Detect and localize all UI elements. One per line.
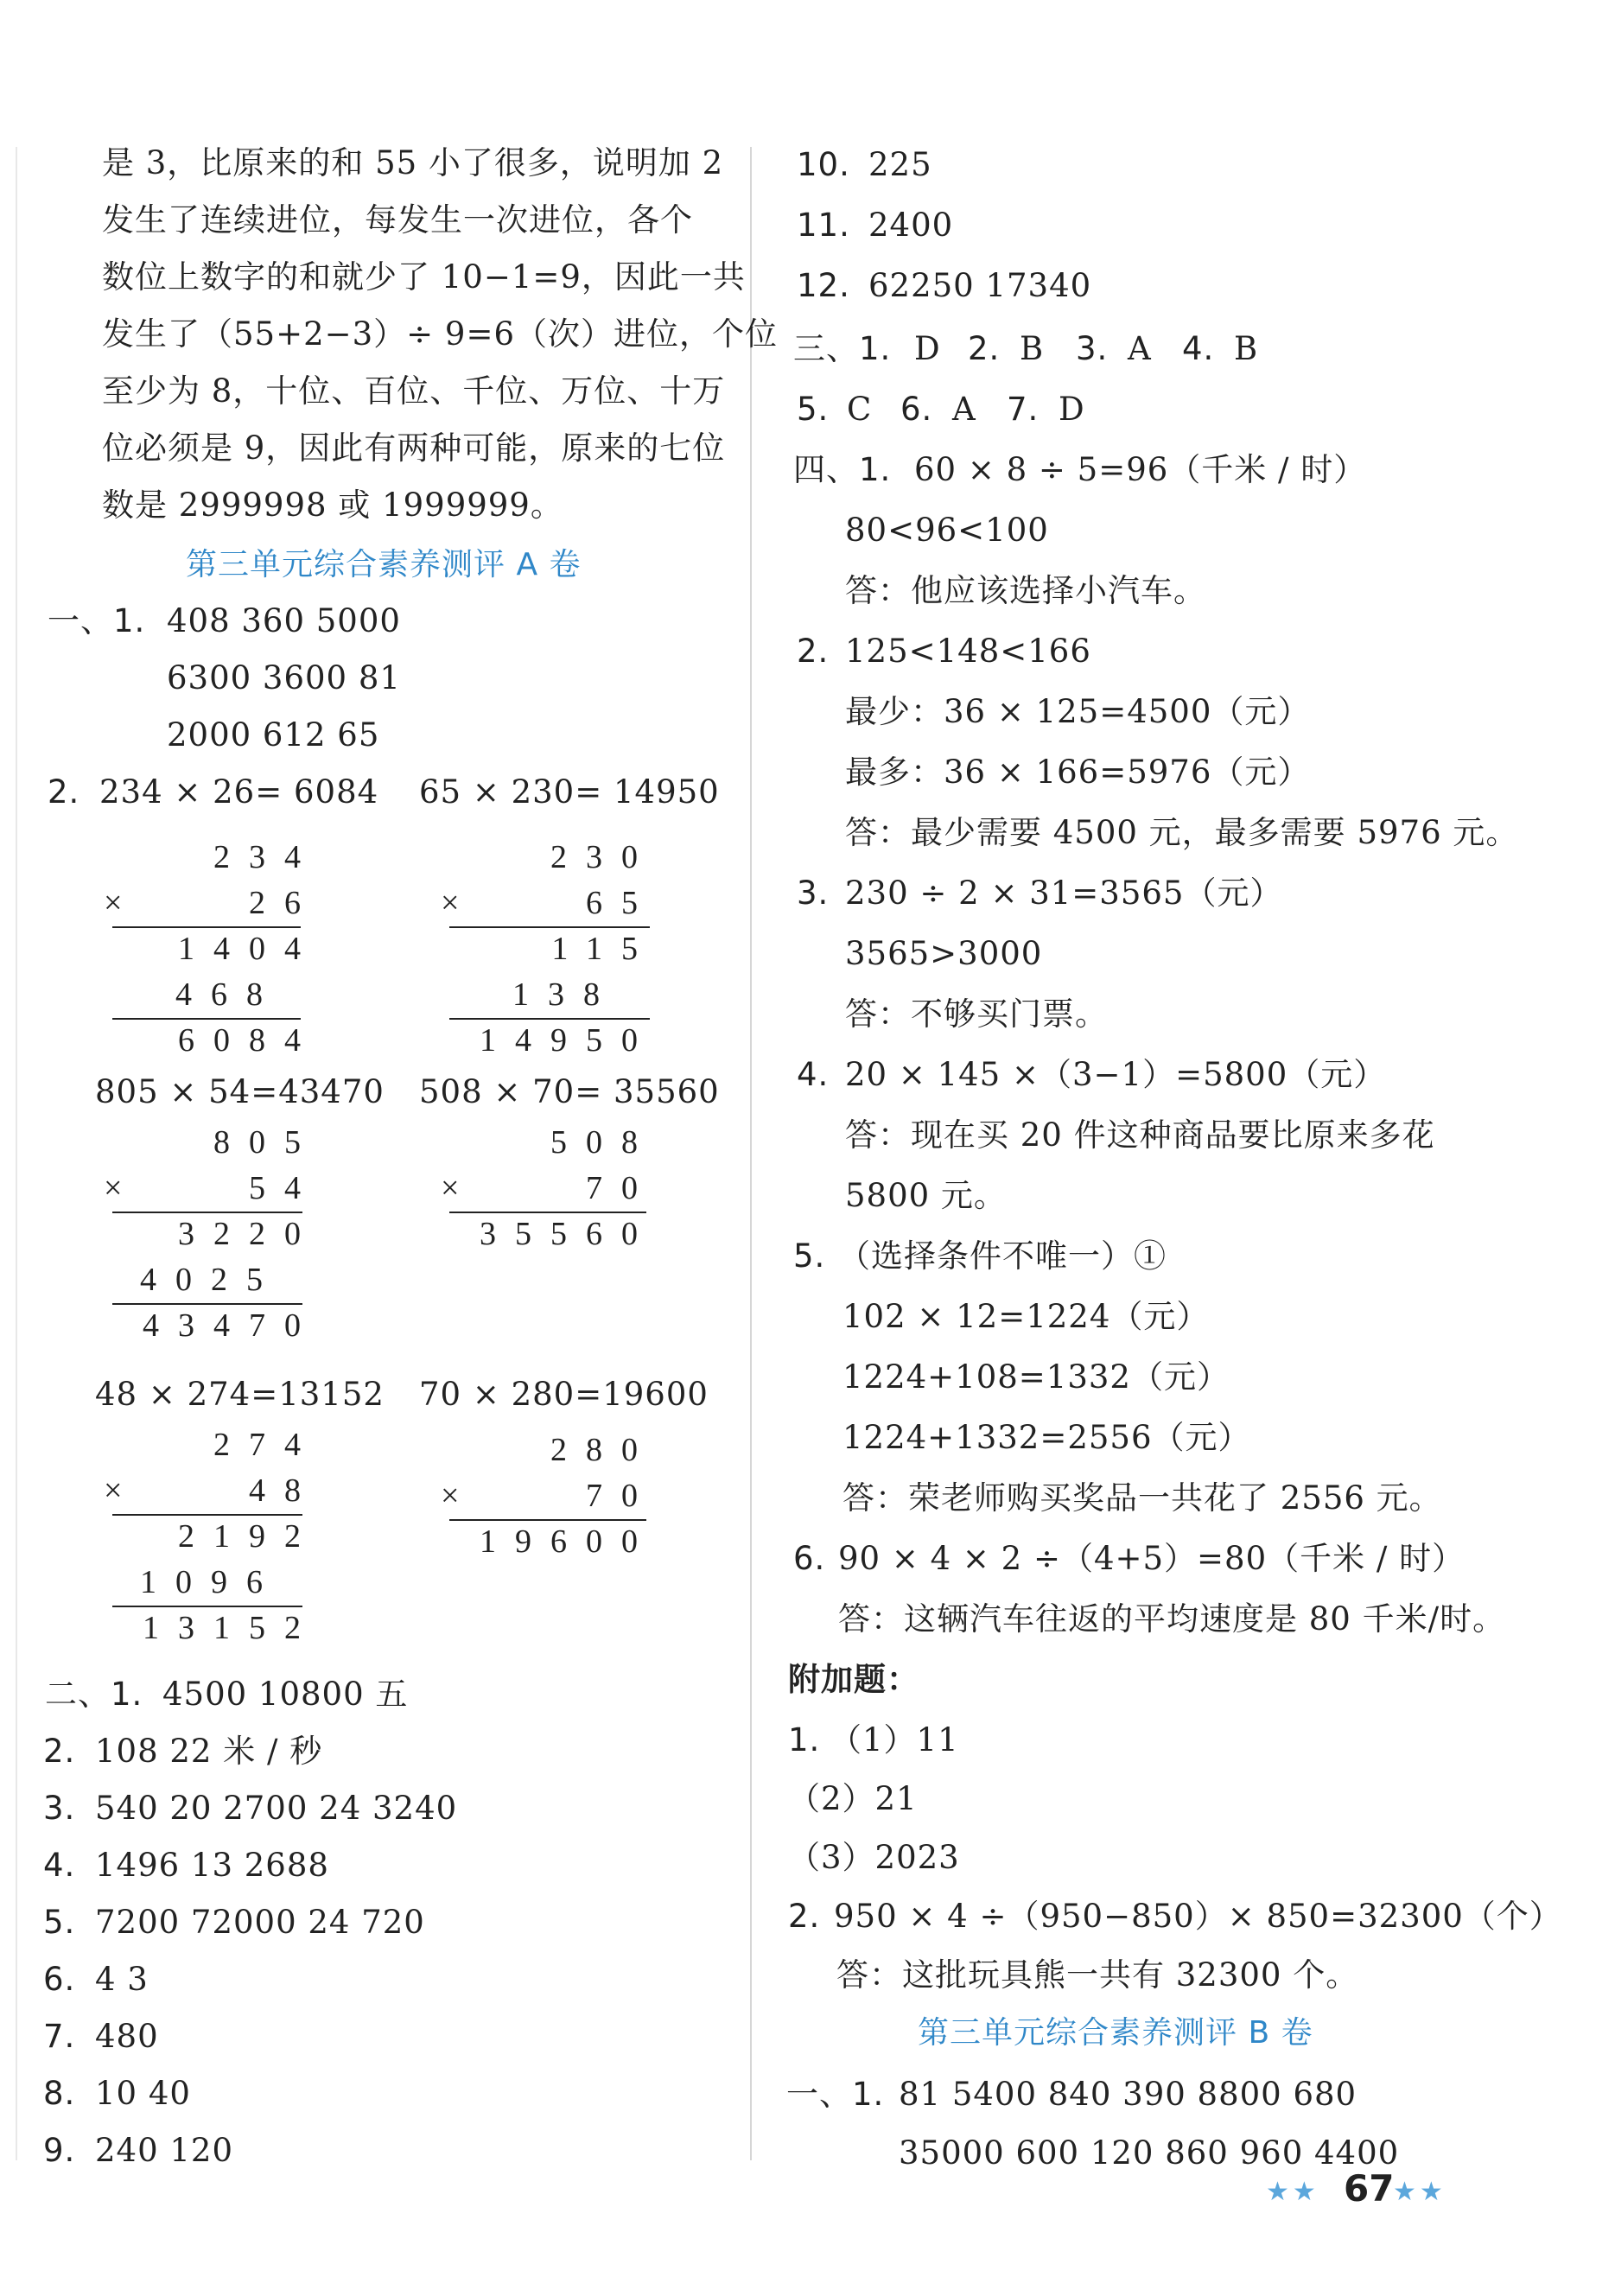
calc-row: 468	[175, 976, 282, 1013]
paragraph-line: 数位上数字的和就少了 10−1=9，因此一共	[102, 258, 746, 296]
calc-row: 138	[512, 976, 619, 1013]
answer-line: 35000 600 120 860 960 4400	[899, 2134, 1400, 2172]
equation: 48 × 274=13152	[95, 1376, 385, 1413]
answer-line: 125<148<166	[845, 633, 1091, 670]
calc-row: 13152	[143, 1610, 320, 1646]
question-number: 9.	[43, 2132, 76, 2169]
question-number: 7.	[1007, 391, 1040, 428]
answer-statement: 答：最少需要 4500 元，最多需要 5976 元。	[845, 814, 1519, 851]
times-sign: ×	[104, 1472, 123, 1509]
calc-rule	[449, 1212, 646, 1213]
question-number: 6.	[793, 1540, 826, 1577]
calc-row: 54	[249, 1170, 320, 1206]
question-number: 5.	[43, 1904, 76, 1941]
calc-rule	[449, 1018, 650, 1020]
question-number: 6.	[43, 1961, 76, 1998]
answer-line: 950 × 4 ÷（950−850）× 850=32300（个）	[834, 1898, 1562, 1935]
paragraph-line: 发生了连续进位，每发生一次进位，各个	[102, 201, 693, 239]
answer: B	[1234, 330, 1259, 367]
question-number: 4.	[1182, 330, 1215, 367]
paragraph-line: 是 3，比原来的和 55 小了很多，说明加 2	[102, 144, 724, 181]
column-divider	[750, 147, 752, 2160]
calc-row: 805	[213, 1124, 320, 1161]
page-number: 67	[1344, 2167, 1395, 2210]
calc-row: 26	[249, 885, 320, 921]
answer-line: 2000 612 65	[167, 716, 380, 754]
answer-line: 10 40	[95, 2075, 191, 2112]
calc-row: 3220	[178, 1216, 320, 1252]
answer-line: 230 ÷ 2 × 31=3565（元）	[845, 875, 1283, 912]
answer-line: 6300 3600 81	[167, 659, 401, 696]
question-number: 6.	[900, 391, 933, 428]
calc-row: 280	[550, 1432, 657, 1468]
section-heading-b: 第三单元综合素养测评 B 卷	[918, 2015, 1313, 2051]
star-icon: ★★	[1266, 2177, 1319, 2207]
question-number: 8.	[43, 2075, 76, 2112]
question-number: 10.	[797, 146, 850, 183]
answer-line: 62250 17340	[868, 267, 1092, 304]
answer-line: 1496 13 2688	[95, 1847, 329, 1884]
answer-line: 108 22 米 / 秒	[95, 1733, 323, 1770]
calc-row: 48	[249, 1472, 320, 1509]
equation: 234 × 26= 6084	[99, 773, 379, 811]
answer-statement: 答：这批玩具熊一共有 32300 个。	[836, 1956, 1359, 1994]
calc-row: 1404	[178, 931, 320, 967]
section-marker: 一、1.	[48, 602, 146, 639]
calc-rule	[449, 926, 650, 928]
calc-row: 2192	[178, 1518, 320, 1555]
calc-row: 14950	[480, 1022, 657, 1059]
star-icon: ★★	[1393, 2177, 1447, 2207]
question-number: 4.	[797, 1056, 830, 1093]
question-number: 2.	[797, 633, 830, 670]
extra-questions-title: 附加题：	[788, 1661, 919, 1698]
answer-line: （1）11	[830, 1721, 959, 1759]
answer-statement: 答：他应该选择小汽车。	[845, 572, 1206, 609]
calc-row: 6084	[178, 1022, 320, 1059]
paragraph-line: 数是 2999998 或 1999999。	[102, 487, 563, 524]
answer-line: 80<96<100	[845, 512, 1049, 549]
calc-rule	[112, 1303, 302, 1305]
section-heading-a: 第三单元综合素养测评 A 卷	[186, 547, 582, 582]
page-edge-line	[16, 147, 17, 2160]
answer-statement: 答：荣老师购买奖品一共花了 2556 元。	[842, 1479, 1442, 1517]
answer-statement: 答：不够买门票。	[845, 995, 1108, 1033]
question-number: 5.	[793, 1237, 826, 1275]
question-number: 3.	[1076, 330, 1109, 367]
answer-line: 1224+108=1332（元）	[842, 1358, 1230, 1396]
paragraph-line: 发生了（55+2−3）÷ 9=6（次）进位，个位	[102, 315, 779, 353]
equation: 70 × 280=19600	[419, 1376, 709, 1413]
calc-row: 35560	[480, 1216, 657, 1252]
section-marker: 二、1.	[45, 1676, 143, 1713]
vertical-calculation	[432, 1124, 657, 1252]
answer-line: 最少：36 × 125=4500（元）	[845, 693, 1311, 730]
vertical-calculation	[95, 1124, 320, 1344]
section-marker: 三、1.	[793, 330, 892, 367]
paragraph-line: 位必须是 9，因此有两种可能，原来的七位	[102, 429, 726, 467]
answer-line: 1224+1332=2556（元）	[842, 1419, 1251, 1456]
times-sign: ×	[104, 885, 123, 921]
calc-rule	[112, 1212, 302, 1213]
answer-line: 7200 72000 24 720	[95, 1904, 425, 1941]
answer-line: 20 × 145 ×（3−1）=5800（元）	[845, 1056, 1387, 1093]
section-marker: 一、1.	[786, 2076, 885, 2113]
answer: A	[952, 391, 976, 428]
equation: 65 × 230= 14950	[419, 773, 720, 811]
vertical-calculation	[95, 839, 320, 1059]
calc-rule	[449, 1519, 646, 1521]
calc-row: 19600	[480, 1523, 657, 1560]
equation: 508 × 70= 35560	[419, 1073, 720, 1110]
answer-line: 4 3	[95, 1961, 149, 1998]
calc-row: 70	[586, 1170, 657, 1206]
calc-rule	[112, 1514, 302, 1516]
answer-line: 3565>3000	[845, 935, 1043, 972]
times-sign: ×	[441, 1170, 460, 1206]
calc-row: 230	[550, 839, 657, 875]
answer-statement: 答：这辆汽车往返的平均速度是 80 千米/时。	[838, 1600, 1506, 1638]
question-number: 7.	[43, 2018, 76, 2055]
question-number: 2.	[788, 1898, 821, 1935]
calc-row: 65	[586, 885, 657, 921]
calc-rule	[112, 1606, 302, 1607]
answer-line: 4500 10800 五	[162, 1676, 409, 1713]
calc-row: 234	[213, 839, 320, 875]
answer-line: 最多：36 × 166=5976（元）	[845, 754, 1311, 791]
answer: A	[1128, 330, 1152, 367]
times-sign: ×	[104, 1170, 123, 1206]
calc-row: 508	[550, 1124, 657, 1161]
calc-row: 115	[551, 931, 657, 967]
answer: D	[1059, 391, 1085, 428]
answer-line: 240 120	[95, 2132, 234, 2169]
answer-line: 540 20 2700 24 3240	[95, 1790, 458, 1827]
question-number: 3.	[797, 875, 830, 912]
answer-line: 102 × 12=1224（元）	[842, 1298, 1210, 1335]
answer-line: 60 × 8 ÷ 5=96（千米 / 时）	[914, 451, 1367, 488]
equation: 805 × 54=43470	[95, 1073, 385, 1110]
answer-line: 2400	[868, 207, 954, 244]
answer-line: 90 × 4 × 2 ÷（4+5）=80（千米 / 时）	[838, 1540, 1466, 1577]
question-number: 5.	[797, 391, 830, 428]
times-sign: ×	[441, 885, 460, 921]
question-number: 2.	[48, 773, 80, 811]
answer-line: （2）21	[788, 1780, 918, 1817]
calc-row: 1096	[140, 1564, 282, 1600]
times-sign: ×	[441, 1478, 460, 1514]
answer-line: 81 5400 840 390 8800 680	[899, 2076, 1357, 2113]
answer-line: 480	[95, 2018, 159, 2055]
vertical-calculation	[432, 1432, 657, 1560]
question-number: 4.	[43, 1847, 76, 1884]
calc-row: 70	[586, 1478, 657, 1514]
paragraph-line: 至少为 8，十位、百位、千位、万位、十万	[102, 372, 726, 410]
calc-rule	[112, 926, 301, 928]
question-number: 3.	[43, 1790, 76, 1827]
question-number: 11.	[797, 207, 850, 244]
calc-row: 43470	[143, 1307, 320, 1344]
answer: D	[914, 330, 941, 367]
vertical-calculation	[95, 1427, 320, 1646]
section-marker: 四、1.	[793, 451, 892, 488]
answer-line: 408 360 5000	[167, 602, 401, 639]
answer-line: （3）2023	[788, 1839, 960, 1876]
answer: C	[847, 391, 873, 428]
question-number: 1.	[788, 1721, 821, 1759]
answer-statement: 5800 元。	[845, 1177, 1007, 1214]
vertical-calculation	[432, 839, 657, 1059]
question-number: 12.	[797, 267, 850, 304]
answer-statement: 答：现在买 20 件这种商品要比原来多花	[845, 1116, 1435, 1154]
calc-row: 274	[213, 1427, 320, 1463]
question-number: 2.	[968, 330, 1001, 367]
answer-line: 225	[868, 146, 932, 183]
answer-line: （选择条件不唯一）①	[838, 1237, 1167, 1275]
calc-rule	[112, 1018, 301, 1020]
question-number: 2.	[43, 1733, 76, 1770]
answer: B	[1020, 330, 1045, 367]
calc-row: 4025	[140, 1262, 282, 1298]
